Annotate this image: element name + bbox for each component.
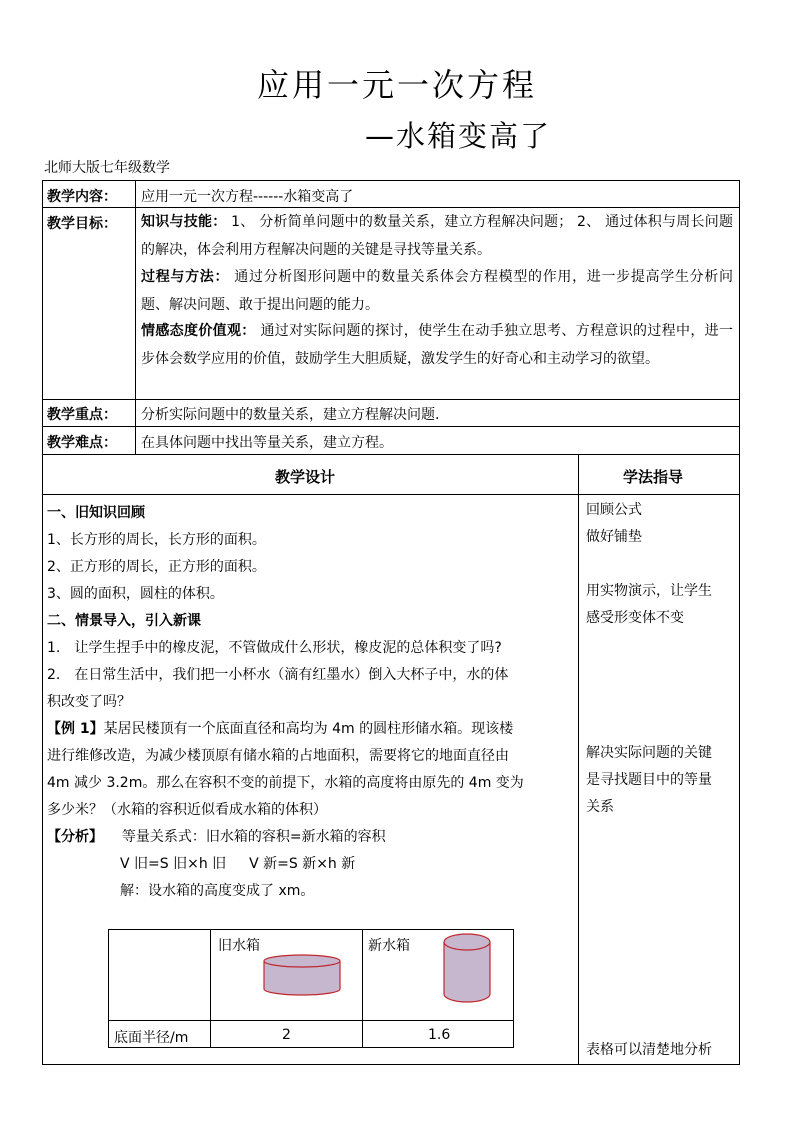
content-label: 教学内容： — [47, 189, 117, 205]
guidance-header: 学法指导 — [623, 468, 684, 486]
example-1 — [47, 718, 513, 738]
old-radius-value: 2 — [282, 1027, 291, 1043]
guidance-note: 解决实际问题的关键 — [586, 745, 712, 761]
intro-question-2-cont: 积改变了吗？ — [47, 694, 131, 710]
table-border-bottom — [42, 1064, 740, 1065]
formula-s: =S — [148, 856, 169, 872]
review-item: 3、圆的面积，圆柱的体积。 — [47, 586, 224, 602]
section-review-heading: 一、旧知识回顾 — [47, 505, 145, 521]
goal-process — [141, 263, 733, 319]
guidance-note: 关系 — [586, 799, 614, 815]
table-row-divider — [42, 399, 740, 400]
inner-table-border — [108, 1047, 514, 1048]
intro-question-2: 2. 在日常生活中，我们把一小杯水（滴有红墨水）倒入大杯子中，水的体 — [47, 667, 509, 683]
key-point-label: 教学重点： — [47, 407, 117, 423]
guidance-note: 做好铺垫 — [586, 529, 642, 545]
goal-emotion-text: 通过对实际问题的探讨，使学生在动手独立思考、方程意识的过程中，进一步体会数学应用的价值，鼓励学生大胆质疑，激发学生的好奇心和主动学习的欲望。 — [141, 323, 734, 367]
table-border-left — [42, 180, 43, 1065]
goal-knowledge-heading: 知识与技能： — [141, 214, 227, 230]
example-line: 4m 减少 3.2m。那么在容积不变的前提下，水箱的高度将由原先的 4m 变为 — [47, 775, 524, 791]
example-text: 某居民楼顶有一个底面直径和高均为 4m 的圆柱形储水箱。现该楼 — [103, 721, 514, 737]
content-value: 应用一元一次方程------水箱变高了 — [141, 189, 354, 205]
inner-table-border — [108, 929, 109, 1048]
guidance-note: 感受形变体不变 — [586, 610, 684, 626]
formula-sub-old: 旧 — [173, 856, 188, 872]
goal-label: 教学目标： — [47, 216, 117, 232]
analysis-label: 【分析】 — [47, 829, 103, 845]
goal-emotion-heading: 情感态度价值观： — [141, 323, 256, 339]
table-border-top — [42, 180, 740, 181]
formula-v: V — [249, 856, 259, 872]
guidance-note: 用实物演示，让学生 — [586, 583, 712, 599]
analysis-text: 等量关系式：旧水箱的容积=新水箱的容积 — [121, 829, 386, 845]
formula-h: ×h — [316, 856, 337, 872]
formula-sub-new: 新 — [341, 856, 356, 872]
radius-row-label: 底面半径/m — [114, 1030, 189, 1046]
goal-process-text: 通过分析图形问题中的数量关系体会方程模型的作用，进一步提高学生分析问题、解决问题、敢于提出问题的能力。 — [141, 269, 734, 313]
inner-table-border — [108, 1020, 514, 1021]
formula-s: =S — [277, 856, 298, 872]
difficulty-value: 在具体问题中找出等量关系，建立方程。 — [141, 435, 393, 451]
guidance-note: 回顾公式 — [586, 502, 642, 518]
review-item: 2、正方形的周长，正方形的面积。 — [47, 559, 266, 575]
inner-table-border — [513, 929, 514, 1048]
review-item: 1、长方形的周长，长方形的面积。 — [47, 532, 266, 548]
table-row-divider — [42, 494, 740, 495]
table-row-divider — [42, 426, 740, 427]
guidance-note: 表格可以清楚地分析 — [586, 1042, 712, 1058]
formula-sub-new: 新 — [302, 856, 317, 872]
goal-emotion — [141, 317, 733, 373]
table-row-divider — [42, 454, 740, 455]
table-label-divider — [135, 180, 136, 454]
example-label: 【例 1】 — [47, 721, 104, 737]
new-tank-cylinder-icon — [442, 932, 492, 1004]
goal-knowledge — [141, 208, 733, 264]
old-tank-cylinder-icon — [262, 953, 342, 997]
difficulty-label: 教学难点： — [47, 435, 117, 451]
formula-sub-old: 旧 — [134, 856, 149, 872]
example-line: 多少米？（水箱的容积近似看成水箱的体积） — [47, 802, 327, 818]
formula-sub-old: 旧 — [212, 856, 227, 872]
inner-table-border — [210, 929, 211, 1048]
formula-h: ×h — [187, 856, 208, 872]
design-header: 教学设计 — [275, 468, 336, 486]
example-line: 进行维修改造，为减少楼顶原有储水箱的占地面积，需要将它的地面直径由 — [47, 748, 509, 764]
publisher-label: 北师大版七年级数学 — [44, 160, 170, 176]
formula-v: V — [120, 856, 130, 872]
page-subtitle: —水箱变高了 — [365, 119, 552, 153]
inner-table-border — [362, 929, 363, 1048]
new-tank-label: 新水箱 — [368, 938, 410, 954]
guidance-note: 是寻找题目中的等量 — [586, 772, 712, 788]
new-radius-value: 1.6 — [428, 1027, 451, 1043]
formula-sub-new: 新 — [263, 856, 278, 872]
solution-line: 解：设水箱的高度变成了 xm。 — [120, 883, 315, 899]
volume-formula — [120, 853, 355, 873]
page-title: 应用一元一次方程 — [256, 66, 537, 104]
analysis — [47, 826, 386, 846]
old-tank-label: 旧水箱 — [218, 938, 260, 954]
key-point-value: 分析实际问题中的数量关系，建立方程解决问题. — [141, 407, 440, 423]
goal-knowledge-text: 1、 分析简单问题中的数量关系，建立方程解决问题； 2、 通过体积与周长问题的解决，体会利用方程解决问题的关键是寻找等量关系。 — [141, 214, 734, 258]
table-border-right — [739, 180, 740, 1065]
table-col-divider — [578, 454, 579, 1065]
inner-table-border — [108, 929, 514, 930]
section-intro-heading: 二、情景导入，引入新课 — [47, 613, 201, 629]
intro-question-1: 1. 让学生捏手中的橡皮泥，不管做成什么形状，橡皮泥的总体积变了吗? — [47, 640, 502, 656]
goal-process-heading: 过程与方法： — [141, 269, 230, 285]
